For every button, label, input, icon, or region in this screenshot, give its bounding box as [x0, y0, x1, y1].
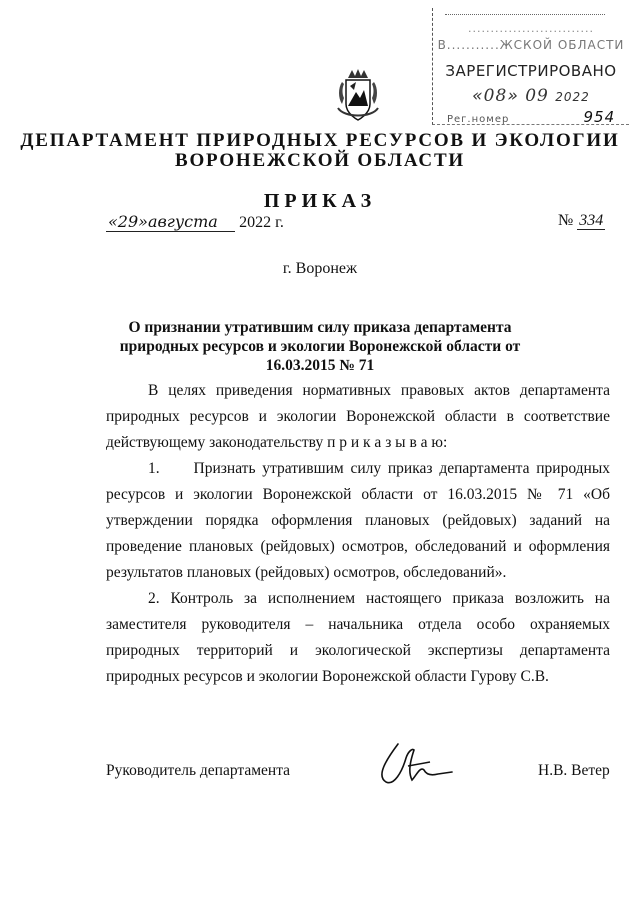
stamp-date-year: 2022 — [555, 90, 590, 104]
order-date-day: 29 — [117, 212, 139, 231]
body-paragraph-preamble: В целях приведения нормативных правовых актов департамента природных ресурсов и экологии Воронежской области в соответствие действующему законодательству п р и к а з ы в а ю: — [106, 382, 610, 451]
order-date-open: « — [108, 212, 118, 231]
body-paragraph-item2: 2. Контроль за исполнением настоящего приказа возложить на заместителя руководителя – начальника отдела особо охраняемых природных территорий и экологической экспертизы департамента природных ресурсов и экологии Воронежской области Гурову С.В. — [106, 590, 610, 685]
stamp-date — [433, 86, 629, 106]
stamp-date-open: « — [472, 86, 484, 106]
signatory-name: Н.В. Ветер — [538, 762, 610, 779]
stamp-border-line — [445, 14, 605, 15]
body-paragraph-item1: 1. Признать утратившим силу приказ департамента природных ресурсов и экологии Воронежской области от 16.03.2015 № 71 «Об утверждении порядка оформления плановых (рейдовых) заданий на проведение плановых (рейдовых) осмотров, обследований и оформления результатов плановых (рейдовых) осмотров, обследований». — [106, 460, 610, 581]
order-date-year: 2022 г. — [239, 214, 284, 231]
handwritten-signature — [368, 736, 458, 792]
registration-stamp — [432, 8, 629, 125]
stamp-line1: ............................ — [468, 22, 594, 35]
order-date-month: августа — [147, 212, 218, 231]
stamp-date-day: 08 — [483, 86, 508, 106]
stamp-date-month: 09 — [525, 86, 549, 106]
department-name-line1: ДЕПАРТАМЕНТ ПРИРОДНЫХ РЕСУРСОВ И ЭКОЛОГИИ — [20, 130, 620, 151]
stamp-reg-number: 954 — [583, 108, 616, 126]
signatory-position: Руководитель департамента — [106, 762, 291, 779]
coat-of-arms-icon — [334, 68, 382, 124]
order-date-handwritten — [106, 212, 235, 232]
department-name-line2: ВОРОНЕЖСКОЙ ОБЛАСТИ — [175, 150, 465, 171]
stamp-reg-label: Рег.номер — [447, 114, 510, 125]
stamp-reg-row — [447, 108, 640, 126]
city: г. Воронеж — [282, 260, 358, 277]
stamp-line2: В...........ЖСКОЙ ОБЛАСТИ — [437, 38, 625, 52]
order-number — [558, 212, 605, 230]
order-date — [106, 212, 284, 232]
order-body — [106, 378, 610, 690]
order-number-value: 334 — [579, 212, 604, 229]
document-type: ПРИКАЗ — [263, 190, 377, 212]
stamp-registered-label: ЗАРЕГИСТРИРОВАНО — [445, 62, 617, 80]
order-number-sign: № — [558, 212, 574, 229]
order-date-close: » — [138, 212, 148, 231]
stamp-date-close: » — [507, 86, 519, 106]
order-title: О признании утратившим силу приказа департамента природных ресурсов и экологии Воронежской области от 16.03.2015 № 71 — [119, 319, 521, 374]
